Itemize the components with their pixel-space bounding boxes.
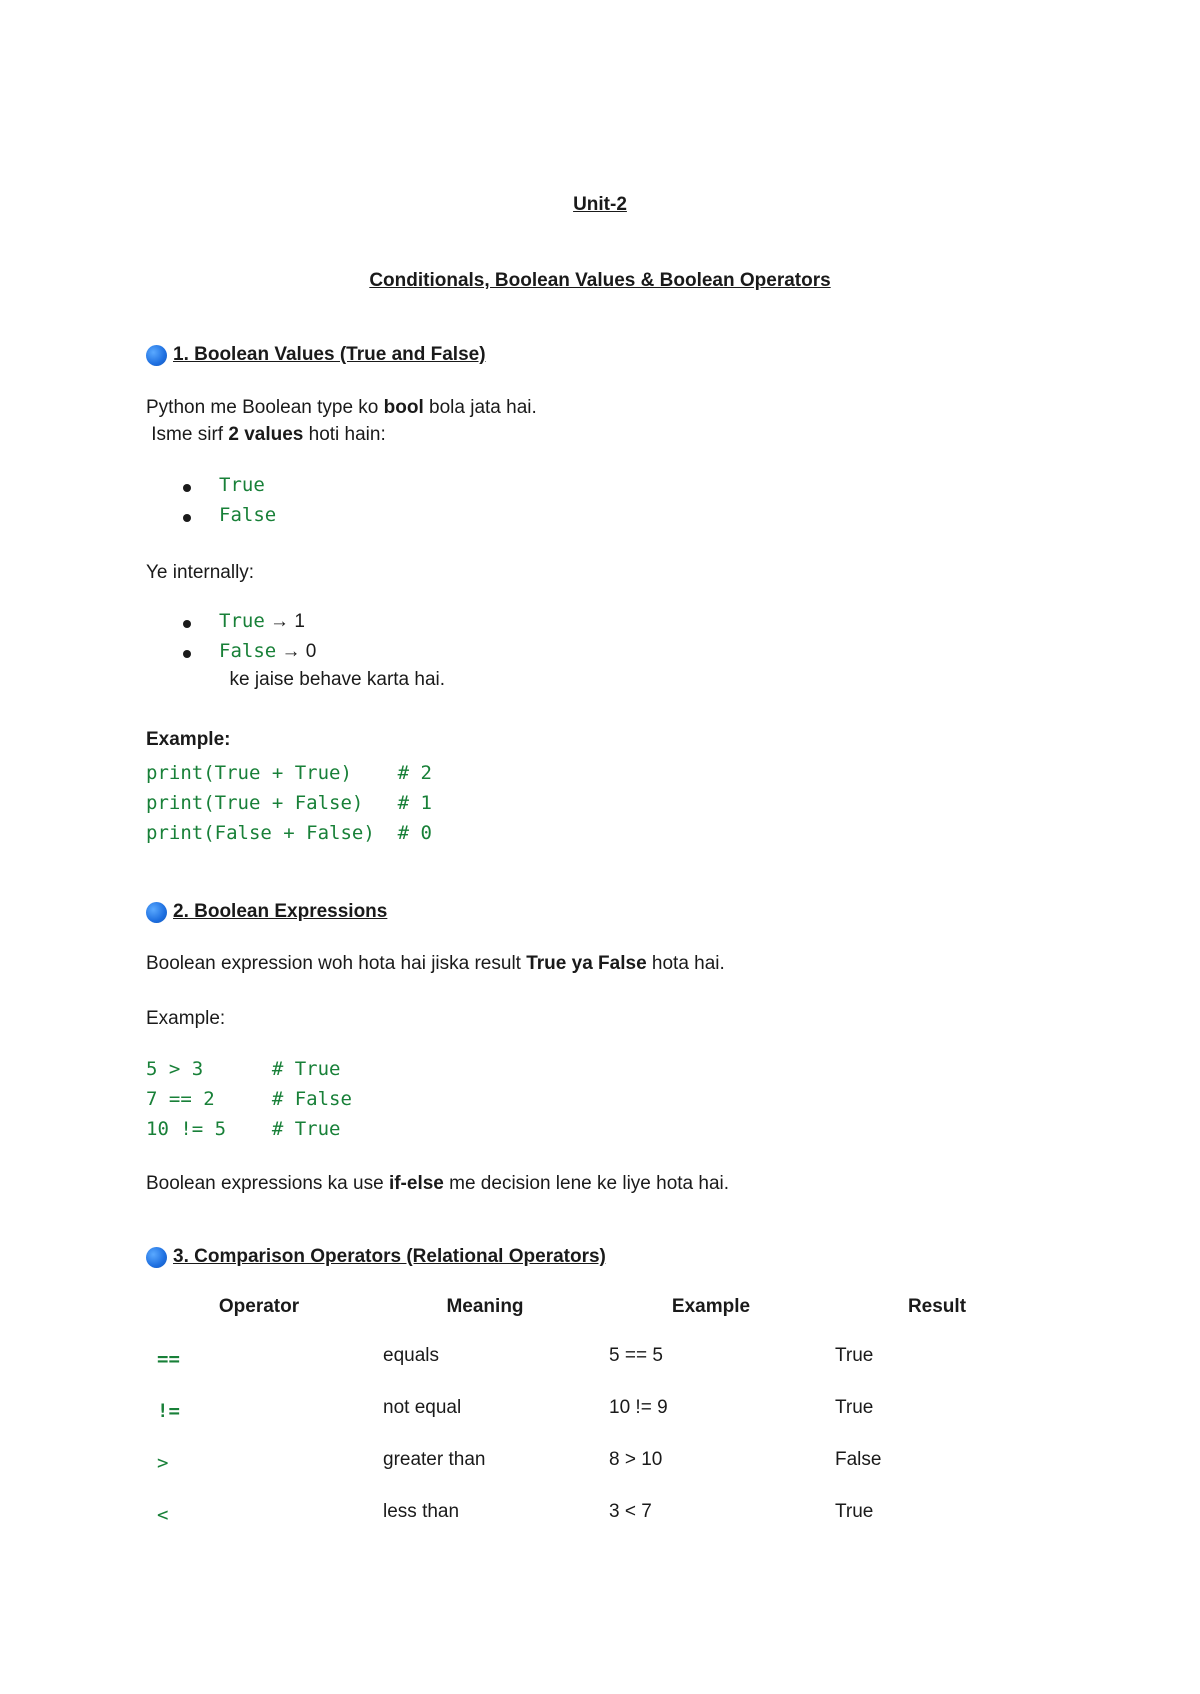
bold-text: if-else: [388, 1173, 444, 1194]
table-cell: ==: [157, 1348, 180, 1370]
list-item: False: [219, 504, 277, 526]
table-header: Meaning: [446, 1296, 524, 1317]
page-subtitle: Conditionals, Boolean Values & Boolean Operators: [369, 270, 831, 291]
list-item: [219, 640, 316, 663]
text: Python me Boolean type ko: [146, 397, 384, 418]
code-text: True: [219, 610, 265, 632]
table-cell: True: [835, 1397, 874, 1418]
bold-text: True ya False: [526, 953, 647, 974]
table-header: Operator: [218, 1296, 300, 1317]
table-cell: 5 == 5: [609, 1345, 663, 1366]
section1-heading-text: 1. Boolean Values (True and False): [173, 344, 486, 365]
text: hota hai.: [646, 953, 725, 974]
table-cell: less than: [383, 1501, 460, 1522]
bullet-icon: [183, 484, 191, 492]
code-line: print(True + True) # 2: [146, 762, 432, 784]
code-text: False: [219, 640, 277, 662]
blue-circle-icon: [146, 345, 167, 366]
table-cell: 10 != 9: [609, 1397, 668, 1418]
text: Boolean expression woh hota hai jiska result: [146, 953, 527, 974]
section1-heading: [146, 344, 486, 366]
section2-paragraph-2: [146, 1170, 729, 1197]
text: me decision lene ke liye hota hai.: [443, 1173, 730, 1194]
table-header: Example: [671, 1296, 751, 1317]
bullet-icon: [183, 650, 191, 658]
code-line: print(True + False) # 1: [146, 792, 432, 814]
text: Boolean expressions ka use: [146, 1173, 389, 1194]
example-label: Example:: [146, 729, 231, 750]
table-cell: False: [835, 1449, 882, 1470]
text: → 0: [276, 641, 317, 662]
section1-paragraph-1: [146, 394, 537, 421]
table-cell: greater than: [383, 1449, 486, 1470]
blue-circle-icon: [146, 1247, 167, 1268]
table-cell: True: [835, 1345, 874, 1366]
bold-text: bool: [383, 397, 424, 418]
internally-label: Ye internally:: [146, 562, 255, 583]
list-item: True: [219, 474, 265, 496]
text: Isme sirf: [146, 424, 229, 445]
mapping-tail: ke jaise behave karta hai.: [219, 669, 446, 690]
list-item: [219, 610, 305, 633]
text: bola jata hai.: [423, 397, 537, 418]
section2-paragraph-1: [146, 950, 725, 977]
table-cell: not equal: [383, 1397, 462, 1418]
table-cell: !=: [157, 1400, 180, 1422]
table-cell: 3 < 7: [609, 1501, 652, 1522]
table-cell: 8 > 10: [609, 1449, 663, 1470]
table-cell: <: [157, 1504, 169, 1526]
text: hoti hain:: [303, 424, 386, 445]
table-header: Result: [907, 1296, 967, 1317]
bullet-icon: [183, 514, 191, 522]
page-title: Unit-2: [573, 194, 627, 215]
table-cell: True: [835, 1501, 874, 1522]
code-line: 7 == 2 # False: [146, 1088, 352, 1110]
text: → 1: [264, 611, 305, 632]
section2-heading-text: 2. Boolean Expressions: [173, 901, 388, 922]
blue-circle-icon: [146, 902, 167, 923]
code-line: print(False + False) # 0: [146, 822, 432, 844]
example-label: Example:: [146, 1008, 226, 1029]
table-cell: >: [157, 1452, 169, 1474]
code-line: 5 > 3 # True: [146, 1058, 341, 1080]
code-line: 10 != 5 # True: [146, 1118, 341, 1140]
section2-heading: [146, 901, 387, 923]
bullet-icon: [183, 620, 191, 628]
table-cell: equals: [383, 1345, 439, 1366]
section3-heading: [146, 1246, 606, 1268]
section3-heading-text: 3. Comparison Operators (Relational Operators): [173, 1246, 606, 1267]
section1-paragraph-2: [146, 421, 386, 448]
bold-text: 2 values: [228, 424, 304, 445]
